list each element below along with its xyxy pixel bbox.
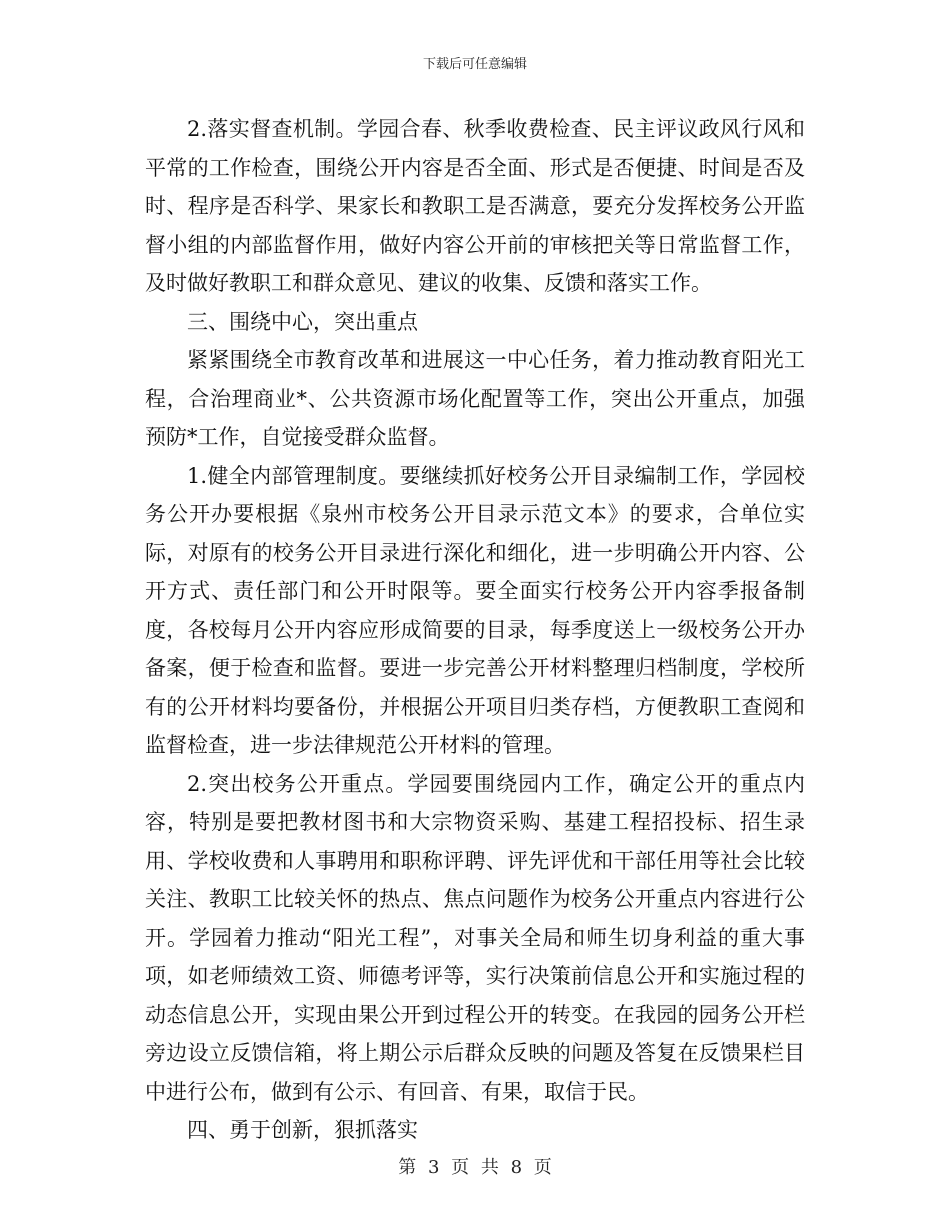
paragraph-center-task: 紧紧围绕全市教育改革和进展这一中心任务，着力推动教育阳光工程，合治理商业*、公共资源市场化配置等工作，突出公开重点，加强预防*工作，自觉接受群众监督。 — [145, 348, 805, 449]
section-heading-3: 三、围绕中心，突出重点 — [187, 309, 418, 334]
paragraph-internal-management: 1.健全内部管理制度。要继续抓好校务公开目录编制工作，学园校务公开办要根据《泉州市校务公开目录示范文本》的要求，合单位实际，对原有的校务公开目录进行深化和细化，进一步明确公开内容、公开方式、责任部门和公开时限等。要全面实行校务公开内容季报备制度，各校每月公开内容应形成简要的目录，每季度送上一级校务公开办备案，便于检查和监督。要进一步完善公开材料整理归档制度，学校所有的公开材料均要备份，并根据公开项目归类存档，方便教职工查阅和监督检查，进一步法律规范公开材料的管理。 — [145, 463, 805, 757]
paragraph-supervision: 2.落实督查机制。学园合春、秋季收费检查、民主评议政风行风和平常的工作检查，围绕公开内容是否全面、形式是否便捷、时间是否及时、程序是否科学、果家长和教职工是否满意，要充分发挥校务公开监督小组的内部监督作用，做好内容公开前的审核把关等日常监督工作，及时做好教职工和群众意见、建议的收集、反馈和落实工作。 — [145, 117, 805, 295]
paragraph-key-points: 2.突出校务公开重点。学园要围绕园内工作，确定公开的重点内容，特别是要把教材图书和大宗物资采购、基建工程招投标、招生录用、学校收费和人事聘用和职称评聘、评先评优和干部任用等社会比较关注、教职工比较关怀的热点、焦点问题作为校务公开重点内容进行公开。学园着力推动“阳光工程”，对事关全局和师生切身利益的重大事项，如老师绩效工资、师德考评等，实行决策前信息公开和实施过程的动态信息公开，实现由果公开到过程公开的转变。在我园的园务公开栏旁边设立反馈信箱，将上期公示后群众反映的问题及答复在反馈果栏目中进行公布，做到有公示、有回音、有果，取信于民。 — [145, 771, 805, 1104]
page-footer: 第 3 页 共 8 页 — [398, 1157, 552, 1178]
section-heading-4: 四、勇于创新，狠抓落实 — [187, 1118, 418, 1142]
document-body — [145, 110, 805, 1150]
page-header: 下载后可任意编辑 — [422, 57, 527, 72]
